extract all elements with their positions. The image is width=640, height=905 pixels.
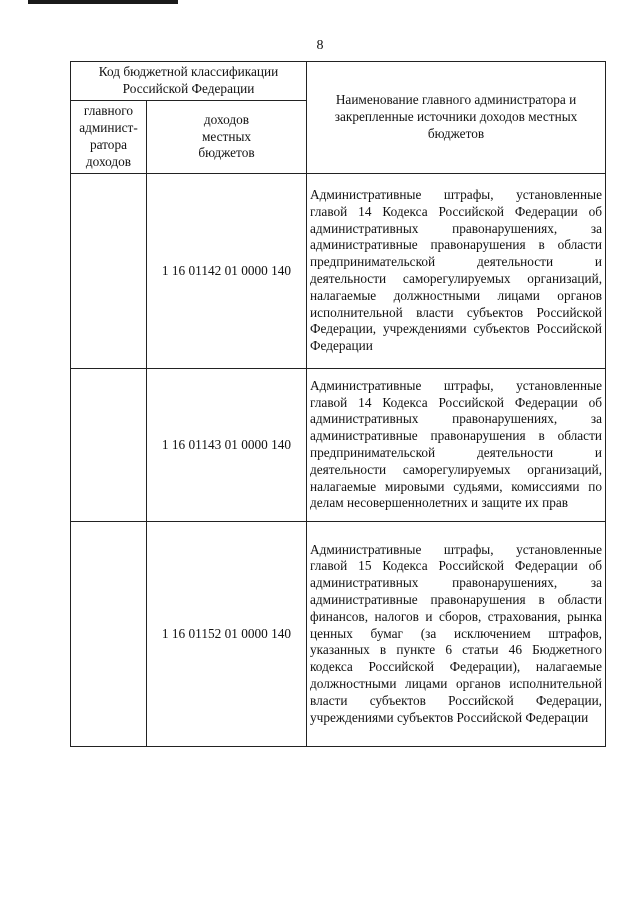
header-row-1 <box>71 62 606 101</box>
top-rule <box>28 0 178 4</box>
header-local-budget-income <box>147 101 307 174</box>
admin-code-cell <box>71 174 147 369</box>
header-chief-administrator <box>71 101 147 174</box>
header-chief-administrator-text: главного админист- ратора доходов <box>79 103 138 169</box>
income-code-cell: 1 16 01143 01 0000 140 <box>147 369 307 522</box>
table-body <box>71 174 606 747</box>
description-cell: Административные штрафы, установленные главой 14 Кодекса Российской Федерации об административных правонарушениях, за административные правонарушения в области предпринимательской деятельности и деятельности саморегулируемых организаций, налагаемые мировыми судьями, комиссиями по делам несовершеннолетних и защите их прав <box>307 369 606 522</box>
description-cell: Административные штрафы, установленные главой 14 Кодекса Российской Федерации об административных правонарушениях, за административные правонарушения в области предпринимательской деятельности и деятельности саморегулируемых организаций, налагаемые должностными лицами органов исполнительной власти субъектов Российской Федерации, учреждениями субъектов Российской Федерации <box>307 174 606 369</box>
table-row <box>71 369 606 522</box>
budget-classification-table <box>70 61 606 747</box>
table-row <box>71 522 606 747</box>
income-code-cell: 1 16 01142 01 0000 140 <box>147 174 307 369</box>
page-number: 8 <box>316 38 324 53</box>
header-budget-classification-code: Код бюджетной классификации Российской Федерации <box>71 62 307 101</box>
income-code-cell: 1 16 01152 01 0000 140 <box>147 522 307 747</box>
admin-code-cell <box>71 369 147 522</box>
admin-code-cell <box>71 522 147 747</box>
header-local-budget-income-text: доходов местных бюджетов <box>198 111 255 161</box>
description-cell: Административные штрафы, установленные главой 15 Кодекса Российской Федерации об административных правонарушениях, за административные правонарушения в области финансов, налогов и сборов, страхования, рынка ценных бумаг (за исключением штрафов, указанных в пункте 6 статьи 46 Бюджетного кодекса Российской Федерации), налагаемые должностными лицами органов исполнительной власти субъектов Российской Федерации, учреждениями субъектов Российской Федерации <box>307 522 606 747</box>
header-administrator-name: Наименование главного администратора и закрепленные источники доходов местных бюджетов <box>307 62 606 174</box>
table-row <box>71 174 606 369</box>
